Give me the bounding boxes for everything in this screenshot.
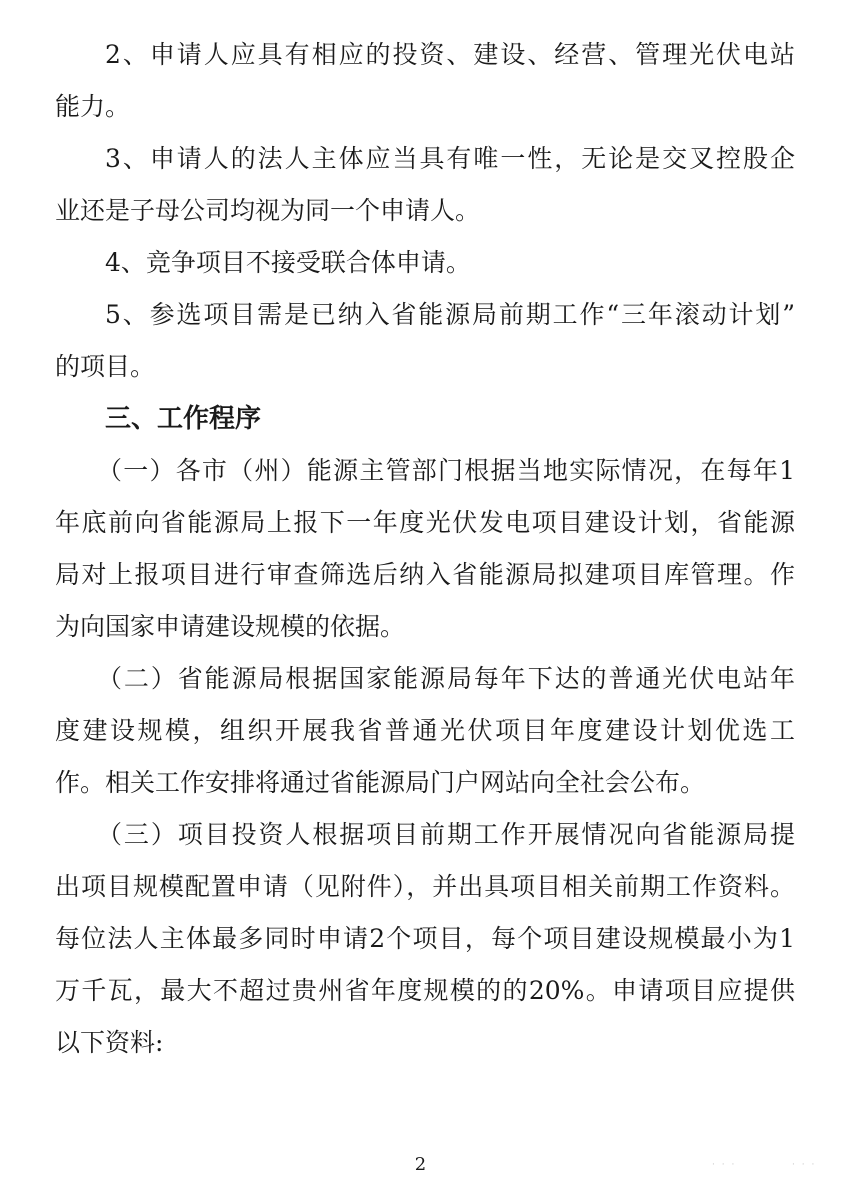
paragraph-line: 4、竞争项目不接受联合体申请。: [105, 248, 471, 277]
paragraph-line: 的项目。: [55, 352, 156, 381]
paragraph-line: 3、申请人的法人主体应当具有唯一性，无论是交叉控股企: [105, 144, 795, 173]
paragraph-line: 2、申请人应具有相应的投资、建设、经营、管理光伏电站: [105, 40, 795, 69]
paragraph-line: 业还是子母公司均视为同一个申请人。: [55, 196, 481, 225]
paragraph-line: 局对上报项目进行审查筛选后纳入省能源局拟建项目库管理。作: [55, 560, 795, 589]
scan-artifact: · · ·: [712, 1160, 737, 1170]
page-number: 2: [414, 1154, 427, 1175]
paragraph-line: 能力。: [55, 92, 131, 121]
paragraph-line: 为向国家申请建设规模的依据。: [55, 612, 406, 641]
paragraph-line: 年底前向省能源局上报下一年度光伏发电项目建设计划，省能源: [55, 508, 795, 537]
scan-artifact: · · ·: [792, 1160, 817, 1170]
paragraph-line: （一）各市（州）能源主管部门根据当地实际情况，在每年1: [97, 456, 795, 485]
paragraph-line: 万千瓦，最大不超过贵州省年度规模的的20%。申请项目应提供: [55, 976, 795, 1005]
paragraph-line: （二）省能源局根据国家能源局每年下达的普通光伏电站年: [97, 664, 795, 693]
paragraph-line: 作。相关工作安排将通过省能源局门户网站向全社会公布。: [55, 768, 706, 797]
paragraph-line: 出项目规模配置申请（见附件），并出具项目相关前期工作资料。: [55, 872, 795, 901]
paragraph-line: 每位法人主体最多同时申请2个项目，每个项目建设规模最小为1: [55, 924, 795, 953]
paragraph-line: 度建设规模，组织开展我省普通光伏项目年度建设计划优选工: [55, 716, 795, 745]
paragraph-line: （三）项目投资人根据项目前期工作开展情况向省能源局提: [97, 820, 795, 849]
paragraph-line: 5、参选项目需是已纳入省能源局前期工作“三年滚动计划”: [105, 300, 795, 329]
section-heading: 三、工作程序: [105, 404, 262, 434]
paragraph-line: 以下资料:: [55, 1028, 164, 1057]
